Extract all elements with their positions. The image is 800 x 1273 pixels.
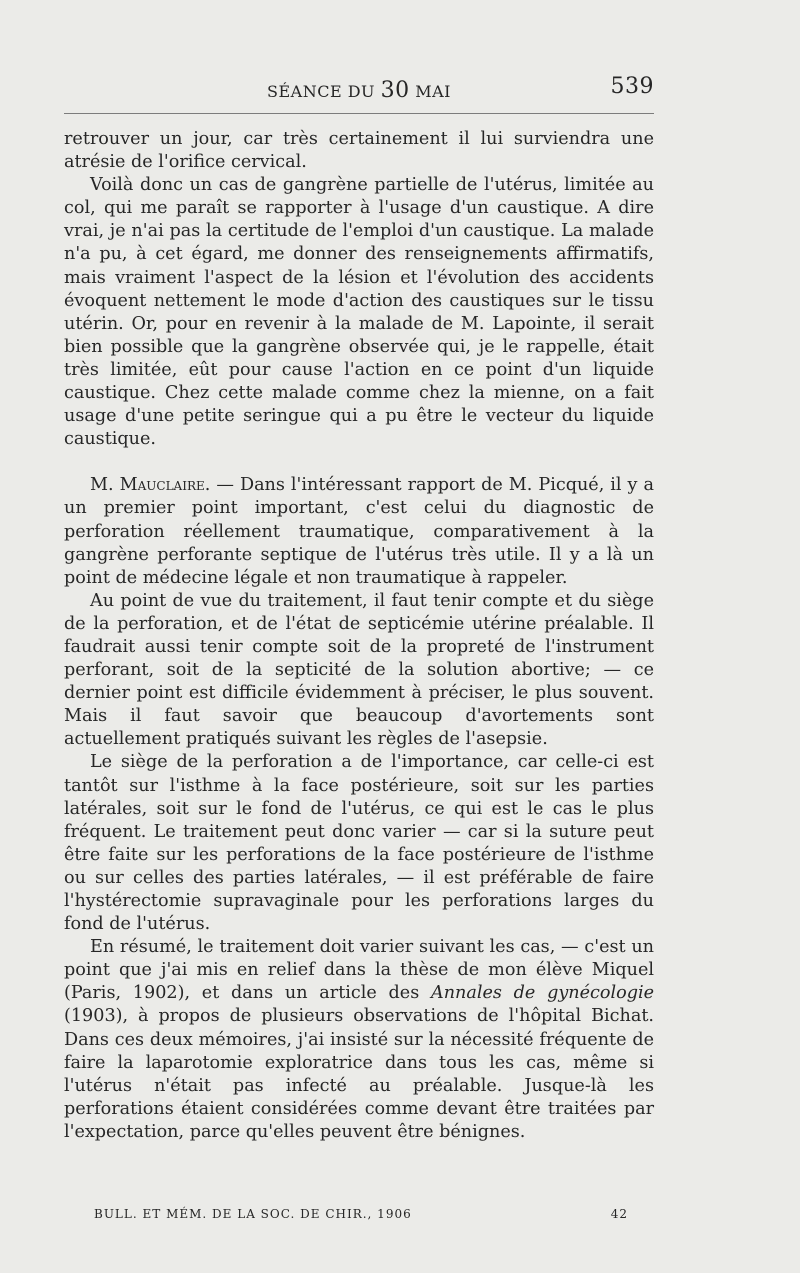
paragraph-continuation: retrouver un jour, car très certainement il lui surviendra une atrésie de l'orifice cervical. (64, 129, 654, 173)
header-rule (64, 113, 654, 114)
paragraph-gangrene-case: Voilà donc un cas de gangrène partielle de l'utérus, limitée au col, qui me paraît se rapporter à l'usage d'un caustique. A dire vrai, je n'ai pas la certitude de l'emploi d'un caustique. La malade n'a pu, à cet égard, me donner des renseignements affirmatifs, mais vraiment l'aspect de la lésion et l'évolution des accidents évoquent nettement le mode d'action des caustiques sur le tissu utérin. Or, pour en revenir à la malade de M. Lapointe, il serait bien possible que la gangrène observée qui, je le rappelle, était très limitée, eût pour cause l'action en ce point d'un liquide caustique. Chez cette malade comme chez la mienne, on a fait usage d'une petite seringue qui a pu être le vecteur du liquide caustique. (64, 175, 654, 450)
paragraph-summary (64, 936, 654, 1144)
summary-text-after: (1903), à propos de plusieurs observations de l'hôpital Bichat. Dans ces deux mémoires, j'ai insisté sur la nécessité fréquente de faire la laparotomie exploratrice dans tous les cas, même si l'utérus n'était pas infecté au préalable. Jusque-là les perforations étaient considérées comme devant être traitées par l'expectation, parce qu'elles peuvent être bénignes. (64, 1006, 654, 1142)
body-text (64, 128, 654, 1144)
page-number: 539 (610, 74, 654, 99)
running-header (64, 76, 654, 106)
speaker-remarks: — Dans l'intéressant rapport de M. Picqué, il y a un premier point important, c'est celui du diagnostic de perforation réellement traumatique, comparativement à la gangrène perforante septique de l'utérus très utile. Il y a là un point de médecine légale et non traumatique à rappeler. (64, 475, 654, 588)
journal-title: Annales de gynécologie (430, 983, 654, 1004)
running-title-prefix: SÉANCE DU (267, 82, 376, 101)
footer-signature-number: 42 (610, 1207, 628, 1221)
speaker-name: M. Mauclaire. (90, 475, 211, 496)
running-title-day: 30 (380, 78, 410, 103)
footer-journal: BULL. ET MÉM. DE LA SOC. DE CHIR., 1906 (94, 1207, 412, 1221)
summary-text-before: En résumé, le traitement doit varier suivant les cas, — c'est un point que j'ai mis en relief dans la thèse de mon élève Miquel (Paris, 1902), et dans un article des (64, 937, 654, 1004)
running-title (267, 76, 451, 103)
page-footer (94, 1207, 628, 1221)
paragraph-perforation-site: Le siège de la perforation a de l'importance, car celle-ci est tantôt sur l'isthme à la face postérieure, soit sur les parties latérales, soit sur le fond de l'utérus, ce qui est le cas le plus fréquent. Le traitement peut donc varier — car si la suture peut être faite sur les perforations de la face postérieure de l'isthme ou sur celles des parties latérales, — il est préférable de faire l'hystérectomie supravaginale pour les perforations larges du fond de l'utérus. (64, 752, 654, 935)
paragraph-mauclaire-intro (64, 474, 654, 589)
running-title-month: MAI (415, 82, 451, 101)
paragraph-treatment: Au point de vue du traitement, il faut tenir compte et du siège de la perforation, et de l'état de septicémie utérine préalable. Il faudrait aussi tenir compte soit de la propreté de l'instrument perforant, soit de la septicité de la solution abortive; — ce dernier point est difficile évidemment à préciser, le plus souvent. Mais il faut savoir que beaucoup d'avortements sont actuellement pratiqués suivant les règles de l'asepsie. (64, 590, 654, 750)
